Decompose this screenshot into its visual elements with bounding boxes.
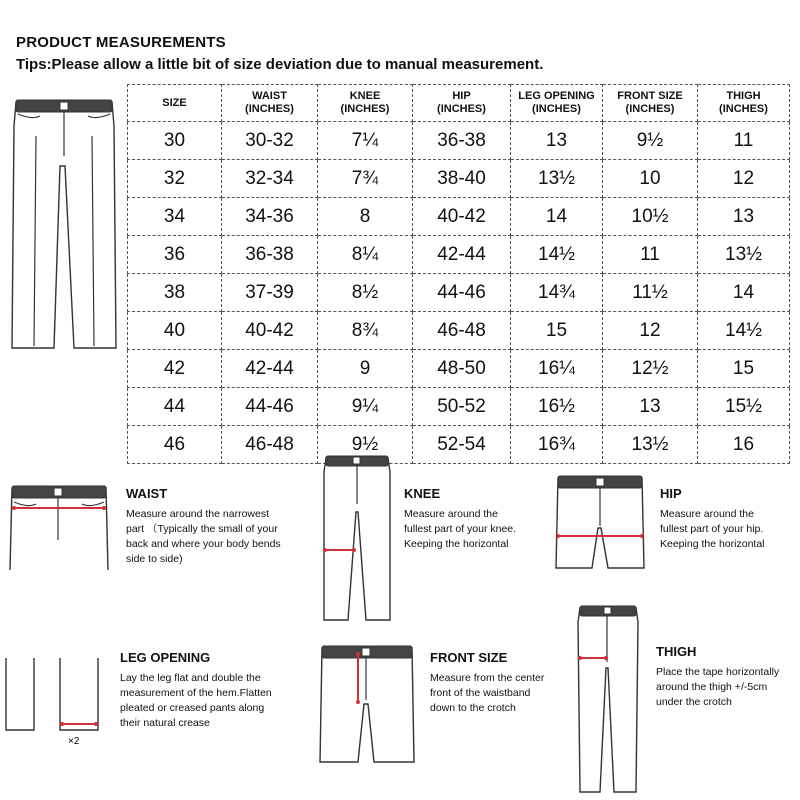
table-cell: 15 xyxy=(698,350,790,388)
knee-illustration xyxy=(320,452,394,624)
table-cell: 42-44 xyxy=(222,350,318,388)
table-cell: 11 xyxy=(603,236,698,274)
table-cell: 42 xyxy=(128,350,222,388)
table-cell: 10 xyxy=(603,160,698,198)
table-cell: 44-46 xyxy=(413,274,511,312)
table-cell: 9½ xyxy=(603,122,698,160)
table-cell: 14¾ xyxy=(511,274,603,312)
table-cell: 15 xyxy=(511,312,603,350)
page-title: PRODUCT MEASUREMENTS xyxy=(16,34,226,51)
waist-illustration xyxy=(6,480,112,572)
table-row xyxy=(128,160,790,198)
table-cell: 8 xyxy=(318,198,413,236)
hip-description: Measure around the fullest part of your hip. Keeping the horizontal xyxy=(660,508,765,550)
table-cell: 32 xyxy=(128,160,222,198)
table-row xyxy=(128,122,790,160)
hip-illustration xyxy=(552,470,648,570)
knee-title: KNEE xyxy=(404,486,441,501)
multiplier-label: ×2 xyxy=(68,736,80,744)
table-cell: 9¼ xyxy=(318,388,413,426)
table-row xyxy=(128,350,790,388)
table-cell: 13½ xyxy=(698,236,790,274)
thigh-description: Place the tape horizontally around the thigh +/-5cm under the crotch xyxy=(656,666,780,708)
table-cell: 14 xyxy=(511,198,603,236)
table-cell: 9 xyxy=(318,350,413,388)
table-cell: 30 xyxy=(128,122,222,160)
thigh-title: THIGH xyxy=(656,644,697,659)
table-cell: 36 xyxy=(128,236,222,274)
table-cell: 44-46 xyxy=(222,388,318,426)
front-size-description: Measure from the center front of the waistband down to the crotch xyxy=(430,672,545,714)
table-row xyxy=(128,312,790,350)
table-cell: 11½ xyxy=(603,274,698,312)
front-size-title: FRONT SIZE xyxy=(430,650,508,665)
table-row xyxy=(128,388,790,426)
table-cell: 16½ xyxy=(511,388,603,426)
table-cell: 7¾ xyxy=(318,160,413,198)
table-cell: 8¾ xyxy=(318,312,413,350)
table-cell: 13½ xyxy=(511,160,603,198)
table-cell: 34 xyxy=(128,198,222,236)
table-cell: 10½ xyxy=(603,198,698,236)
table-cell: 46-48 xyxy=(222,426,318,464)
table-cell: 7¼ xyxy=(318,122,413,160)
table-cell: 8½ xyxy=(318,274,413,312)
header-thigh: THIGH (INCHES) xyxy=(698,85,790,122)
waist-description: Measure around the narrowest part （Typically the small of your back and where your body bends side to side) xyxy=(126,508,281,565)
table-row xyxy=(128,274,790,312)
table-cell: 11 xyxy=(698,122,790,160)
table-cell: 12 xyxy=(603,312,698,350)
table-cell: 9½ xyxy=(318,426,413,464)
table-cell: 8¼ xyxy=(318,236,413,274)
tips-text: Tips:Please allow a little bit of size deviation due to manual measurement. xyxy=(16,56,544,73)
leg-opening-description: Lay the leg flat and double the measurement of the hem.Flatten pleated or creased pants along their natural crease xyxy=(120,672,272,729)
table-cell: 16¾ xyxy=(511,426,603,464)
table-row xyxy=(128,426,790,464)
pants-front-illustration xyxy=(8,96,120,358)
waist-title: WAIST xyxy=(126,486,168,501)
table-cell: 15½ xyxy=(698,388,790,426)
table-cell: 14½ xyxy=(511,236,603,274)
table-cell: 38-40 xyxy=(413,160,511,198)
leg-opening-title: LEG OPENING xyxy=(120,650,211,665)
table-cell: 44 xyxy=(128,388,222,426)
header-hip: HIP (INCHES) xyxy=(413,85,511,122)
table-cell: 52-54 xyxy=(413,426,511,464)
hip-title: HIP xyxy=(660,486,682,501)
table-cell: 34-36 xyxy=(222,198,318,236)
table-cell: 14½ xyxy=(698,312,790,350)
table-cell: 40-42 xyxy=(413,198,511,236)
header-size: SIZE xyxy=(128,85,222,122)
table-cell: 38 xyxy=(128,274,222,312)
table-cell: 13 xyxy=(698,198,790,236)
table-cell: 13½ xyxy=(603,426,698,464)
table-cell: 12½ xyxy=(603,350,698,388)
header-knee: KNEE (INCHES) xyxy=(318,85,413,122)
table-cell: 13 xyxy=(603,388,698,426)
table-row xyxy=(128,236,790,274)
table-cell: 46 xyxy=(128,426,222,464)
table-cell: 30-32 xyxy=(222,122,318,160)
table-cell: 37-39 xyxy=(222,274,318,312)
table-cell: 12 xyxy=(698,160,790,198)
table-cell: 36-38 xyxy=(222,236,318,274)
table-cell: 13 xyxy=(511,122,603,160)
table-cell: 36-38 xyxy=(413,122,511,160)
table-cell: 40-42 xyxy=(222,312,318,350)
header-leg-opening: LEG OPENING (INCHES) xyxy=(511,85,603,122)
table-cell: 46-48 xyxy=(413,312,511,350)
thigh-illustration xyxy=(574,602,642,794)
front-size-illustration xyxy=(316,640,418,764)
header-front-size: FRONT SIZE (INCHES) xyxy=(603,85,698,122)
header-waist: WAIST (INCHES) xyxy=(222,85,318,122)
leg-opening-illustration xyxy=(4,654,104,744)
table-header-row xyxy=(128,85,790,122)
table-cell: 50-52 xyxy=(413,388,511,426)
table-cell: 40 xyxy=(128,312,222,350)
table-cell: 32-34 xyxy=(222,160,318,198)
table-cell: 16 xyxy=(698,426,790,464)
size-chart-table xyxy=(127,84,790,464)
table-cell: 42-44 xyxy=(413,236,511,274)
table-cell: 16¼ xyxy=(511,350,603,388)
table-cell: 48-50 xyxy=(413,350,511,388)
table-row xyxy=(128,198,790,236)
knee-description: Measure around the fullest part of your knee. Keeping the horizontal xyxy=(404,508,517,550)
table-cell: 14 xyxy=(698,274,790,312)
